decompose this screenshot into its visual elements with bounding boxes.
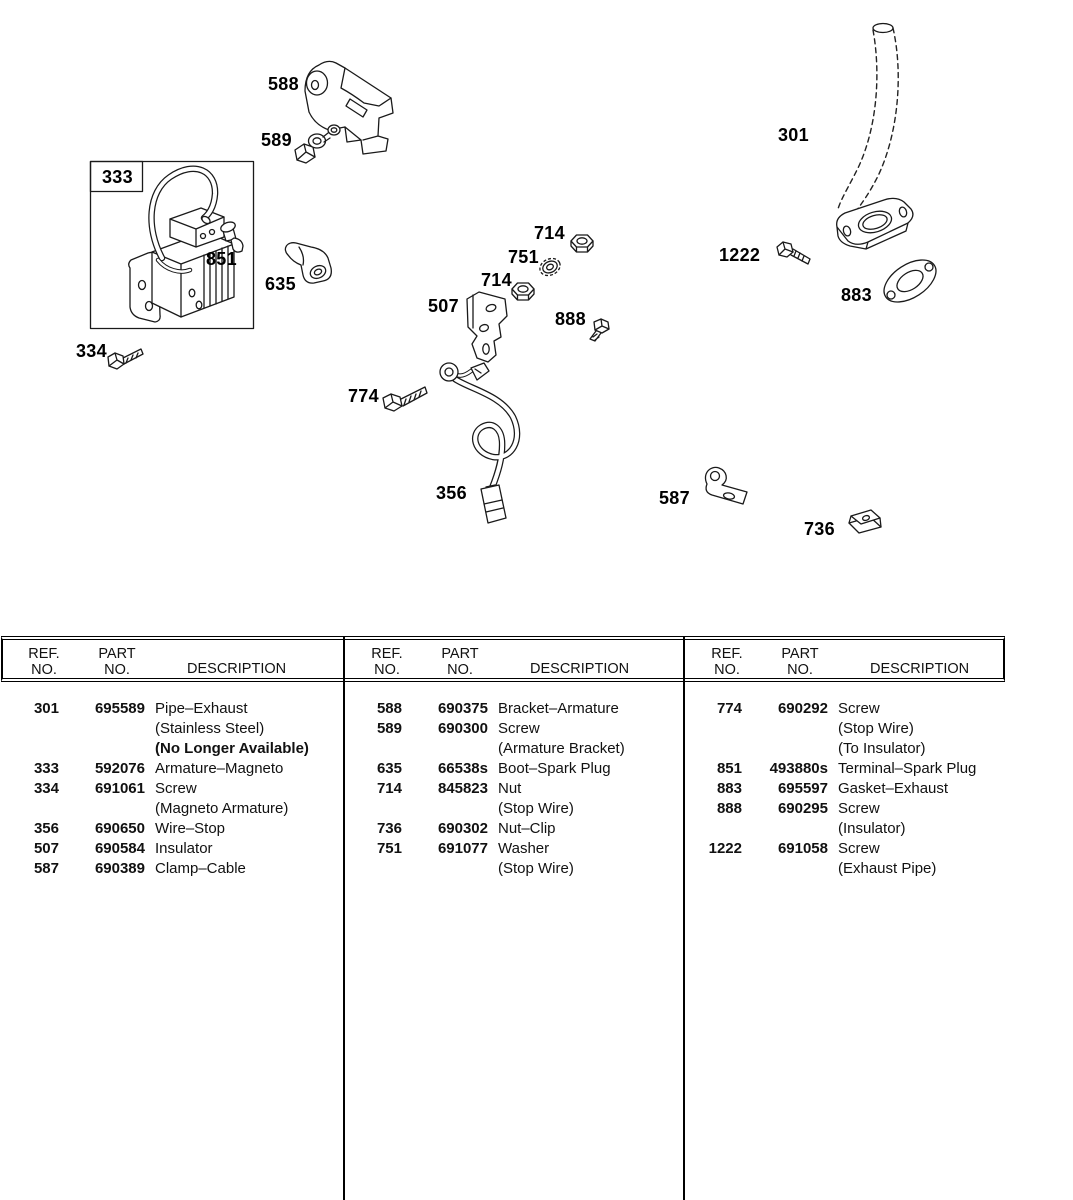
description: (No Longer Available)	[155, 740, 309, 757]
part-label-714-lower: 714	[481, 270, 512, 290]
description-header: DESCRIPTION	[870, 661, 970, 677]
table-row	[346, 799, 681, 819]
part-no-header: PART NO.	[98, 646, 136, 678]
description: Washer	[498, 840, 550, 857]
ref-no	[686, 739, 742, 759]
table-row	[3, 799, 341, 819]
ref-no	[686, 819, 742, 839]
part-no: 691058	[777, 840, 828, 857]
part-no	[402, 859, 488, 879]
table-row	[3, 739, 341, 759]
ref-no: 588	[376, 700, 402, 717]
ref-no	[686, 859, 742, 879]
part-no: 690584	[94, 840, 145, 857]
ref-no	[346, 859, 402, 879]
part-no: 66538s	[437, 760, 488, 777]
part-no: 695589	[94, 700, 145, 717]
table-row	[346, 779, 681, 799]
description: (Stainless Steel)	[155, 720, 265, 737]
table-row	[346, 859, 681, 879]
table-row	[346, 759, 681, 779]
table-row	[686, 859, 1002, 879]
description: Boot–Spark Plug	[498, 760, 611, 777]
description: (Armature Bracket)	[498, 740, 625, 757]
ref-no: 589	[376, 720, 402, 737]
ref-no-header: REF. NO.	[28, 646, 60, 678]
part-label-1222: 1222	[719, 245, 761, 265]
part-label-883: 883	[841, 285, 872, 305]
description: (Exhaust Pipe)	[838, 860, 937, 877]
description: (Stop Wire)	[498, 800, 574, 817]
table-row	[686, 699, 1002, 719]
table-row	[3, 839, 341, 859]
part-no: 690295	[777, 800, 828, 817]
table-row	[3, 779, 341, 799]
description: Bracket–Armature	[498, 700, 619, 717]
table-section-1	[3, 699, 341, 879]
part-no: 690292	[777, 700, 828, 717]
description-header: DESCRIPTION	[530, 661, 630, 677]
part-no: 690389	[94, 860, 145, 877]
part-label-774: 774	[348, 386, 379, 406]
part-no: 691077	[437, 840, 488, 857]
ref-no	[3, 799, 59, 819]
ref-no: 851	[716, 760, 742, 777]
description-header: DESCRIPTION	[187, 661, 287, 677]
table-row	[686, 799, 1002, 819]
exhaust-pipe-drawing	[837, 24, 913, 250]
nut-clip-drawing	[849, 510, 881, 533]
description: (To Insulator)	[838, 740, 926, 757]
ref-no: 356	[33, 820, 59, 837]
table-row	[346, 819, 681, 839]
description: Wire–Stop	[155, 820, 226, 837]
table-row	[3, 819, 341, 839]
table-row	[686, 759, 1002, 779]
part-no: 690300	[437, 720, 488, 737]
ref-no	[3, 739, 59, 759]
ref-no: 774	[716, 700, 742, 717]
stop-wire-nut-lower-drawing	[512, 283, 534, 300]
armature-magneto-drawing	[129, 169, 234, 322]
description: Insulator	[155, 840, 213, 857]
table-row	[3, 719, 341, 739]
part-no: 690375	[437, 700, 488, 717]
description: (Magneto Armature)	[155, 800, 289, 817]
ref-no: 333	[33, 760, 59, 777]
ref-no: 714	[376, 780, 402, 797]
part-no: 690302	[437, 820, 488, 837]
column-divider-right	[683, 636, 685, 1200]
ref-no: 587	[33, 860, 59, 877]
insulator-drawing	[467, 292, 507, 362]
description: Screw	[838, 700, 880, 717]
part-label-888: 888	[555, 309, 586, 329]
ref-no	[3, 719, 59, 739]
description: Screw	[838, 800, 880, 817]
table-row	[3, 699, 341, 719]
part-no	[402, 739, 488, 759]
part-label-334: 334	[76, 341, 107, 361]
part-label-333: 333	[102, 167, 133, 187]
ref-no: 301	[33, 700, 59, 717]
ref-no	[346, 739, 402, 759]
table-row	[346, 739, 681, 759]
insulator-screw-drawing	[590, 319, 609, 341]
stop-wire-nut-upper-drawing	[571, 235, 593, 252]
part-label-635: 635	[265, 274, 296, 294]
part-label-588: 588	[268, 74, 299, 94]
table-row	[686, 839, 1002, 859]
part-no: 845823	[437, 780, 488, 797]
ref-no: 888	[716, 800, 742, 817]
part-no: 493880s	[769, 760, 828, 777]
part-no-header: PART NO.	[781, 646, 819, 678]
description: Gasket–Exhaust	[838, 780, 949, 797]
description: Screw	[838, 840, 880, 857]
part-label-301: 301	[778, 125, 809, 145]
part-label-736: 736	[804, 519, 835, 539]
table-row	[346, 839, 681, 859]
part-no	[742, 739, 828, 759]
stop-wire-washer-drawing	[537, 255, 563, 278]
part-label-751: 751	[508, 247, 539, 267]
part-no	[59, 799, 145, 819]
table-header-section-3	[686, 642, 1002, 678]
part-label-589: 589	[261, 130, 292, 150]
ref-no-header: REF. NO.	[711, 646, 743, 678]
stop-wire-screw-drawing	[383, 387, 427, 411]
part-no	[59, 739, 145, 759]
part-no: 690650	[94, 820, 145, 837]
part-label-714-upper: 714	[534, 223, 565, 243]
table-section-3	[686, 699, 1002, 879]
description: (Stop Wire)	[498, 860, 574, 877]
ref-no: 507	[33, 840, 59, 857]
description: Screw	[498, 720, 540, 737]
description: Pipe–Exhaust	[155, 700, 248, 717]
exhaust-gasket-drawing	[877, 251, 944, 310]
ref-no: 736	[376, 820, 402, 837]
description: Terminal–Spark Plug	[838, 760, 977, 777]
description: Armature–Magneto	[155, 760, 284, 777]
table-row	[346, 699, 681, 719]
part-no	[742, 819, 828, 839]
armature-bracket-screw-drawing	[295, 125, 340, 163]
ref-no	[686, 719, 742, 739]
description: Clamp–Cable	[155, 860, 246, 877]
part-no	[742, 719, 828, 739]
table-section-2	[346, 699, 681, 879]
description: Screw	[155, 780, 197, 797]
ref-no: 635	[376, 760, 402, 777]
ref-no: 883	[716, 780, 742, 797]
ref-no: 751	[376, 840, 402, 857]
part-no: 695597	[777, 780, 828, 797]
part-label-851: 851	[206, 249, 237, 269]
magneto-armature-screw-drawing	[108, 349, 143, 369]
table-row	[686, 719, 1002, 739]
ref-no: 1222	[708, 840, 742, 857]
part-label-507: 507	[428, 296, 459, 316]
part-label-356: 356	[436, 483, 467, 503]
table-row	[3, 759, 341, 779]
exhaust-pipe-screw-drawing	[777, 242, 810, 264]
table-row	[686, 739, 1002, 759]
table-header-section-1	[3, 642, 341, 678]
description: (Stop Wire)	[838, 720, 914, 737]
part-no	[59, 719, 145, 739]
part-no: 592076	[94, 760, 145, 777]
table-row	[686, 779, 1002, 799]
part-no-header: PART NO.	[441, 646, 479, 678]
part-no	[742, 859, 828, 879]
ref-no	[346, 799, 402, 819]
description: Nut	[498, 780, 522, 797]
description: Nut–Clip	[498, 820, 556, 837]
table-header-section-2	[346, 642, 681, 678]
table-row	[346, 719, 681, 739]
ref-no: 334	[33, 780, 59, 797]
table-row	[686, 819, 1002, 839]
ref-no-header: REF. NO.	[371, 646, 403, 678]
part-label-587: 587	[659, 488, 690, 508]
part-no	[402, 799, 488, 819]
description: (Insulator)	[838, 820, 906, 837]
part-no: 691061	[94, 780, 145, 797]
table-row	[3, 859, 341, 879]
column-divider-left	[343, 636, 345, 1200]
cable-clamp-drawing	[705, 467, 747, 504]
